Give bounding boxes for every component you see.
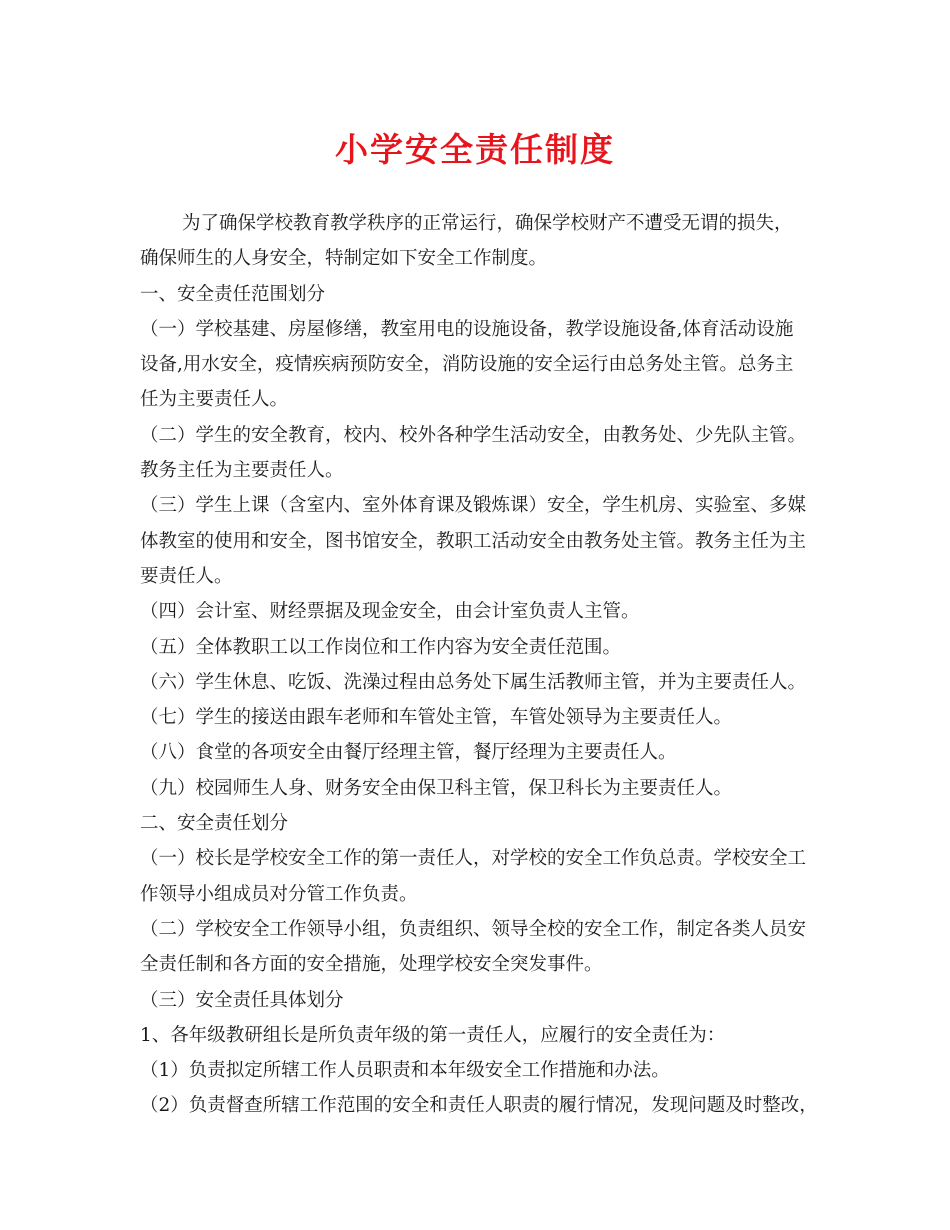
body-line: 体教室的使用和安全，图书馆安全，教职工活动安全由教务处主管。教务主任为主 xyxy=(140,530,807,552)
body-line: 确保师生的人身安全，特制定如下安全工作制度。 xyxy=(140,248,548,270)
body-line: （一）学校基建、房屋修缮，教室用电的设施设备，教学设施设备,体育活动设施 xyxy=(140,318,794,340)
body-line: 作领导小组成员对分管工作负责。 xyxy=(140,883,418,905)
body-line: 为了确保学校教育教学秩序的正常运行，确保学校财产不遭受无谓的损失， xyxy=(182,213,793,234)
body-line: （九）校园师生人身、财务安全由保卫科主管，保卫科长为主要责任人。 xyxy=(140,777,733,799)
document-body xyxy=(140,206,820,1124)
body-line: （八）食堂的各项安全由餐厅经理主管，餐厅经理为主要责任人。 xyxy=(140,742,677,764)
body-line: （四）会计室、财经票据及现金安全，由会计室负责人主管。 xyxy=(140,601,640,623)
body-line: （2）负责督查所辖工作范围的安全和责任人职责的履行情况，发现问题及时整改， xyxy=(140,1095,818,1117)
body-line: 任为主要责任人。 xyxy=(140,389,289,411)
body-line: 全责任制和各方面的安全措施，处理学校安全突发事件。 xyxy=(140,954,603,976)
body-line: （五）全体教职工以工作岗位和工作内容为安全责任范围。 xyxy=(140,636,622,658)
body-line: （1）负责拟定所辖工作人员职责和本年级安全工作措施和办法。 xyxy=(140,1060,670,1082)
body-line: 设备,用水安全，疫情疾病预防安全，消防设施的安全运行由总务处主管。总务主 xyxy=(140,354,794,376)
body-line: （三）安全责任具体划分 xyxy=(140,989,344,1011)
body-line: 一、安全责任范围划分 xyxy=(140,283,326,305)
body-line: 要责任人。 xyxy=(140,565,233,587)
body-line: （七）学生的接送由跟车老师和车管处主管，车管处领导为主要责任人。 xyxy=(140,707,733,729)
body-line: （三）学生上课（含室内、室外体育课及锻炼课）安全，学生机房、实验室、多媒 xyxy=(140,495,807,517)
body-line: （二）学生的安全教育，校内、校外各种学生活动安全，由教务处、少先队主管。 xyxy=(140,424,807,446)
body-line: （一）校长是学校安全工作的第一责任人，对学校的安全工作负总责。学校安全工 xyxy=(140,848,807,870)
document-title: 小学安全责任制度 xyxy=(335,130,615,169)
body-line: （二）学校安全工作领导小组，负责组织、领导全校的安全工作，制定各类人员安 xyxy=(140,918,807,940)
body-line: 1、各年级教研组长是所负责年级的第一责任人，应履行的安全责任为： xyxy=(140,1024,726,1046)
body-line: 二、安全责任划分 xyxy=(140,813,289,835)
body-line: （六）学生休息、吃饭、洗澡过程由总务处下属生活教师主管，并为主要责任人。 xyxy=(140,671,807,693)
body-line: 教务主任为主要责任人。 xyxy=(140,460,344,482)
